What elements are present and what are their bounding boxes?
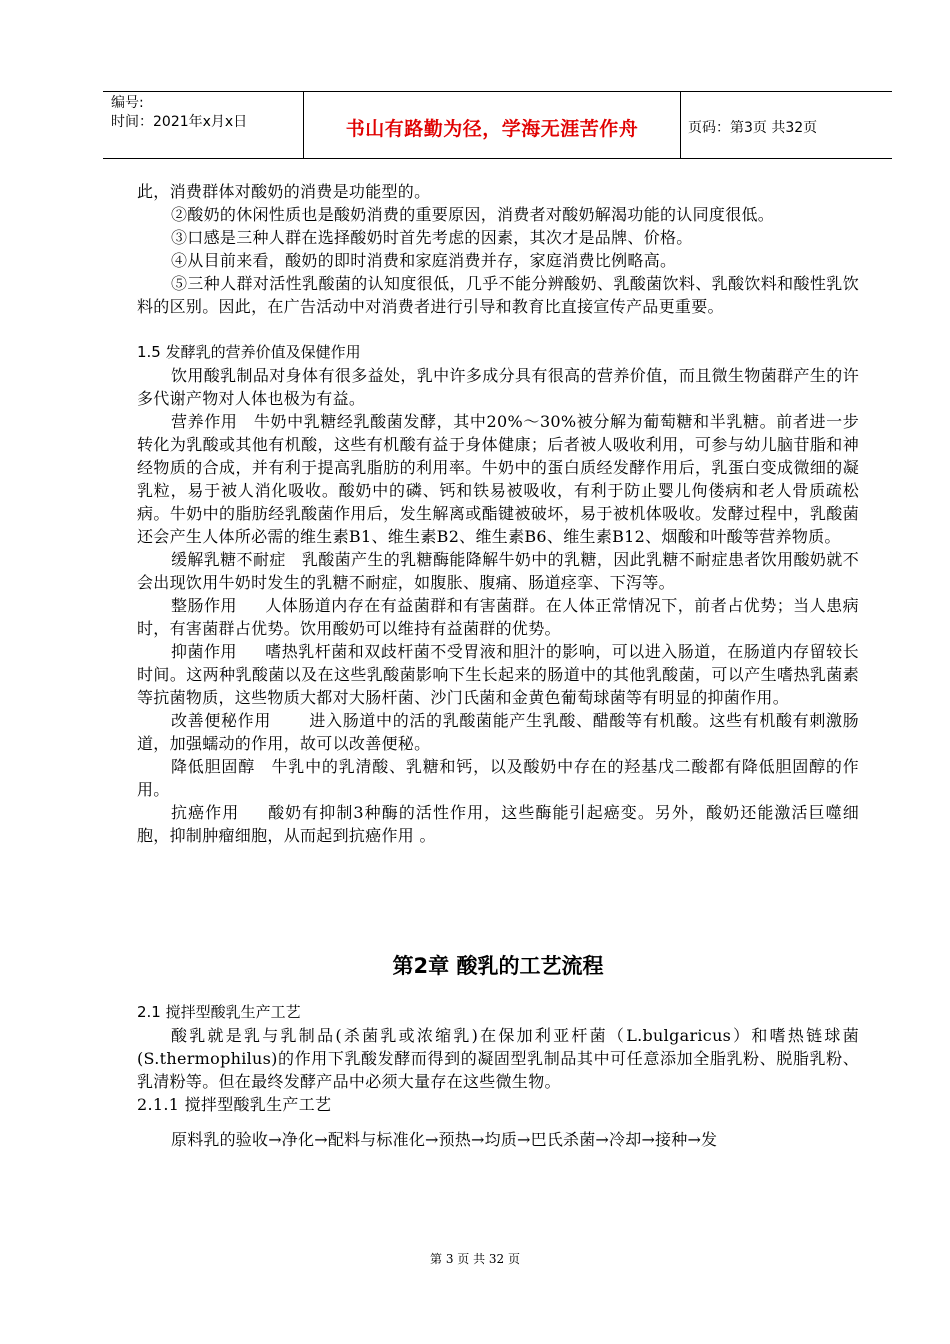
health-item-label: 整肠作用	[171, 596, 237, 615]
page-footer: 第 3 页 共 32 页	[430, 1252, 520, 1266]
health-item	[137, 801, 859, 847]
section-heading: 2.1 搅拌型酸乳生产工艺	[137, 1003, 301, 1021]
header-page-cell	[680, 92, 892, 158]
paragraph: 此，消费群体对酸奶的消费是功能型的。	[137, 182, 431, 201]
health-item-label: 抗癌作用	[171, 803, 240, 822]
health-item-label: 营养作用	[171, 412, 238, 431]
health-item-text: 嗜热乳杆菌和双歧杆菌不受胃液和胆汁的影响，可以进入肠道，在肠道内存留较长时间。这两种乳酸菌以及在这些乳酸菌影响下生长起来的肠道中的其他乳酸菌，可以产生嗜热乳菌素等抗菌物质，这些物质大都对大肠杆菌、沙门氏菌和金黄色葡萄球菌等有明显的抑菌作用。	[137, 642, 859, 707]
health-item	[137, 709, 859, 755]
health-item	[137, 410, 859, 548]
paragraph: ③口感是三种人群在选择酸奶时首先考虑的因素，其次才是品牌、价格。	[171, 228, 693, 247]
header-meta-cell	[103, 92, 303, 158]
health-item-text: 酸奶有抑制3种酶的活性作用，这些酶能引起癌变。另外，酸奶还能激活巨噬细胞，抑制肿瘤细胞，从而起到抗癌作用 。	[137, 803, 859, 845]
chapter-title: 第2章 酸乳的工艺流程	[392, 954, 604, 978]
health-item-label: 缓解乳糖不耐症	[171, 550, 286, 569]
health-item-label: 抑菌作用	[171, 642, 237, 661]
header-motto: 书山有路勤为径，学海无涯苦作舟	[345, 118, 639, 140]
health-item	[137, 548, 859, 594]
document-date: 时间：2021年x月x日	[111, 114, 248, 130]
paragraph: ②酸奶的休闲性质也是酸奶消费的重要原因，消费者对酸奶解渴功能的认同度很低。	[171, 205, 775, 224]
health-item-text: 牛奶中乳糖经乳酸菌发酵，其中20%～30%被分解为葡萄糖和半乳糖。前者进一步转化为乳酸或其他有机酸，这些有机酸有益于身体健康；后者被人吸收利用，可参与幼儿脑苷脂和神经物质的合成，并有利于提高乳脂肪的利用率。牛奶中的蛋白质经发酵作用后，乳蛋白变成微细的凝乳粒，易于被人消化吸收。酸奶中的磷、钙和铁易被吸收，有利于防止婴儿佝偻病和老人骨质疏松病。牛奶中的脂肪经乳酸菌作用后，发生解离或酯键被破坏，易于被机体吸收。发酵过程中，乳酸菌还会产生人体所必需的维生素B1、维生素B2、维生素B6、维生素B12、烟酸和叶酸等营养物质。	[137, 412, 860, 546]
health-item-label: 降低胆固醇	[171, 757, 255, 776]
section-heading: 1.5 发酵乳的营养价值及保健作用	[137, 343, 361, 361]
health-item	[137, 755, 859, 801]
health-item-text: 人体肠道内存在有益菌群和有害菌群。在人体正常情况下，前者占优势；当人患病时，有害菌群占优势。饮用酸奶可以维持有益菌群的优势。	[137, 596, 859, 638]
header-page-info: 页码：第3页 共32页	[688, 120, 818, 136]
subsection-heading: 2.1.1 搅拌型酸乳生产工艺	[137, 1095, 332, 1114]
health-item	[137, 594, 859, 640]
health-item-label: 改善便秘作用	[171, 711, 271, 730]
document-body	[137, 180, 859, 1151]
health-item-text: 乳酸菌产生的乳糖酶能降解牛奶中的乳糖，因此乳糖不耐症患者饮用酸奶就不会出现饮用牛奶时发生的乳糖不耐症，如腹胀、腹痛、肠道痉挛、下泻等。	[137, 550, 859, 592]
paragraph: 饮用酸乳制品对身体有很多益处，乳中许多成分具有很高的营养价值，而且微生物菌群产生的许多代谢产物对人体也极为有益。	[137, 366, 859, 408]
paragraph: 酸乳就是乳与乳制品(杀菌乳或浓缩乳)在保加利亚杆菌（L.bulgaricus）和嗜热链球菌(S.thermophilus)的作用下乳酸发酵而得到的凝固型乳制品其中可任意添加全脂乳粉、脱脂乳粉、乳清粉等。但在最终发酵产品中必须大量存在这些微生物。	[137, 1026, 859, 1091]
process-flow: 原料乳的验收→净化→配料与标准化→预热→均质→巴氏杀菌→冷却→接种→发	[171, 1130, 718, 1149]
health-item-text: 进入肠道中的活的乳酸菌能产生乳酸、醋酸等有机酸。这些有机酸有刺激肠道，加强蠕动的作用，故可以改善便秘。	[137, 711, 859, 753]
document-number: 编号:	[111, 95, 144, 111]
page-header	[103, 91, 892, 159]
paragraph: ④从目前来看，酸奶的即时消费和家庭消费并存，家庭消费比例略高。	[171, 251, 677, 270]
header-motto-cell	[303, 92, 681, 158]
paragraph: ⑤三种人群对活性乳酸菌的认知度很低，几乎不能分辨酸奶、乳酸菌饮料、乳酸饮料和酸性乳饮料的区别。因此，在广告活动中对消费者进行引导和教育比直接宣传产品更重要。	[137, 274, 859, 316]
health-item-text: 牛乳中的乳清酸、乳糖和钙，以及酸奶中存在的羟基戊二酸都有降低胆固醇的作用。	[137, 757, 859, 799]
health-item	[137, 640, 859, 709]
